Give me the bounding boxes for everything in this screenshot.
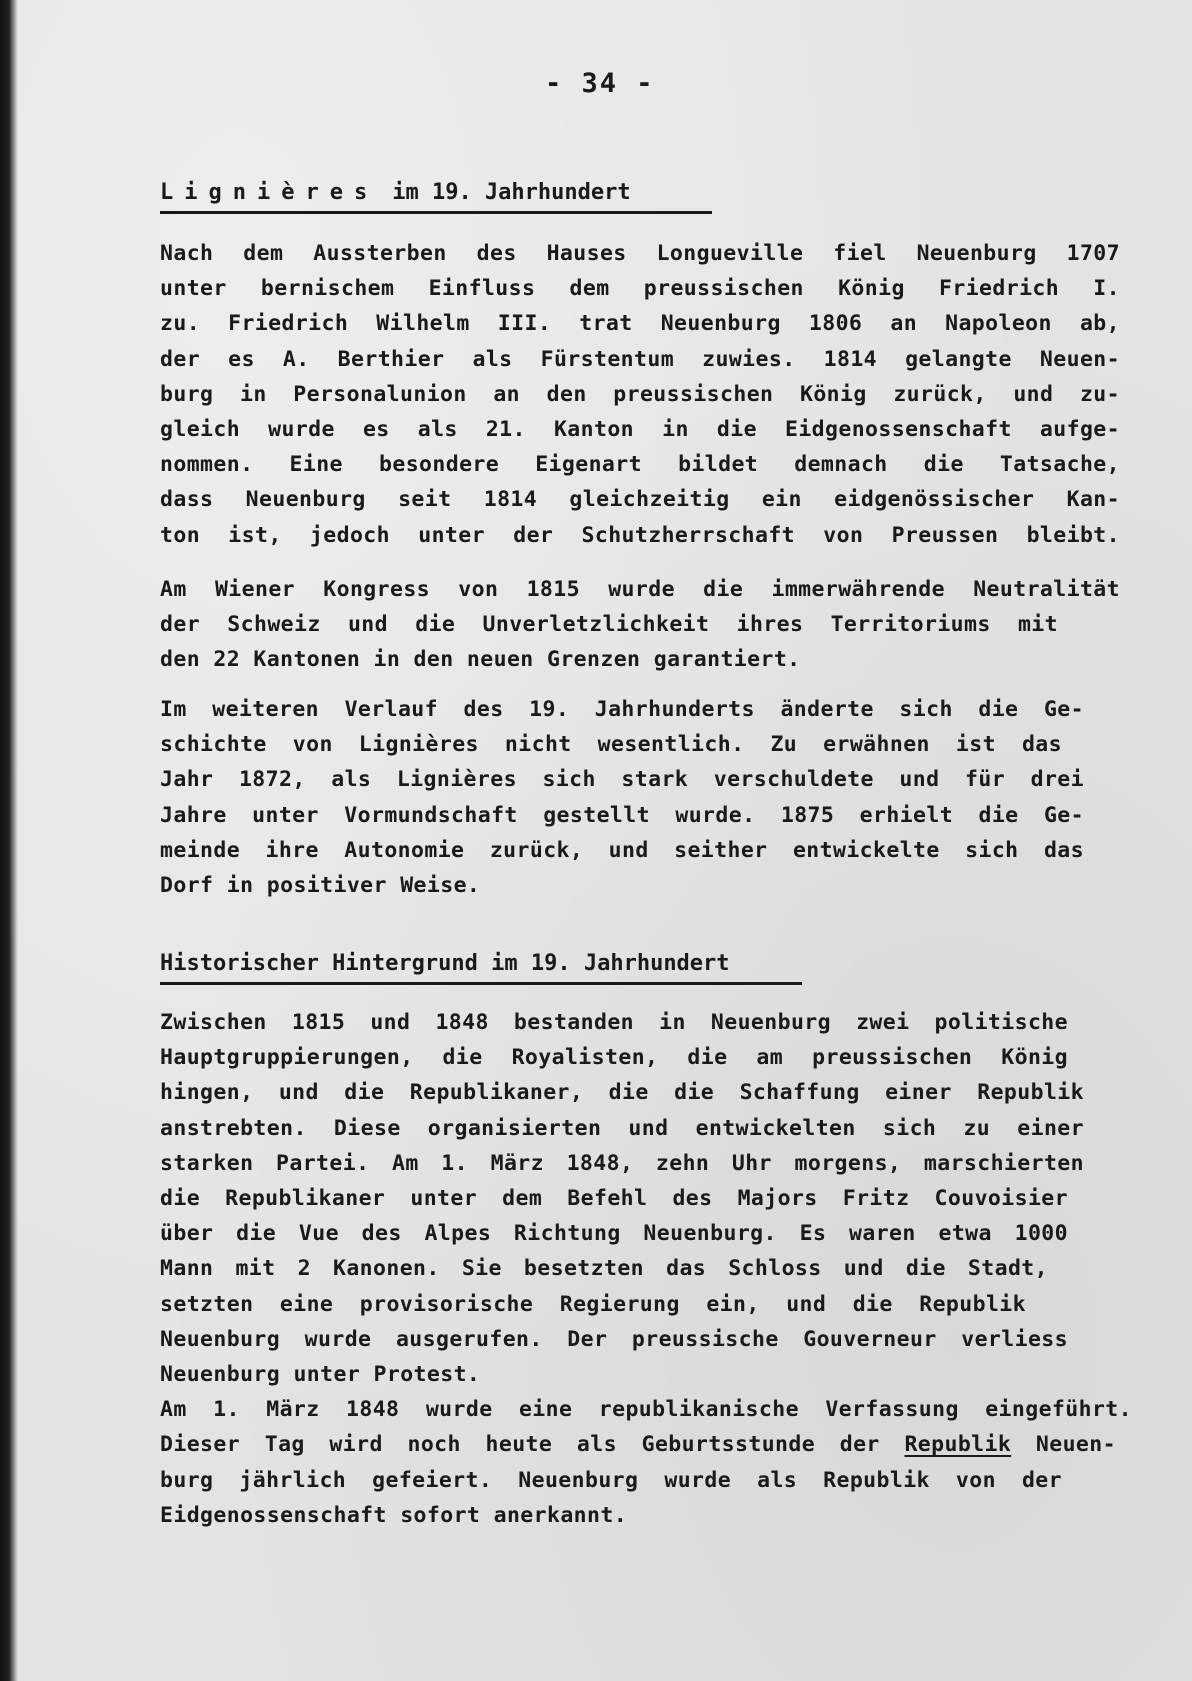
paragraph-historical-background <box>160 1005 1132 1533</box>
paragraph-neuenburg-history <box>160 236 1120 553</box>
underlined-word-republik: Republik <box>904 1432 1012 1458</box>
text-line: burg in Personalunion an den preussischen König zurück, und zu- <box>160 381 1120 407</box>
text-line: starken Partei. Am 1. März 1848, zehn Uhr morgens, marschierten <box>160 1150 1084 1176</box>
text-line: die Republikaner unter dem Befehl des Majors Fritz Couvoisier <box>160 1186 1068 1212</box>
text-line: Jahr 1872, als Lignières sich stark verschuldete und für drei <box>160 767 1084 793</box>
text-line: über die Vue des Alpes Richtung Neuenburg. Es waren etwa 1000 <box>160 1221 1068 1247</box>
text-line: meinde ihre Autonomie zurück, und seither entwickelte sich das <box>160 837 1084 863</box>
text-line: zu. Friedrich Wilhelm III. trat Neuenburg 1806 an Napoleon ab, <box>160 311 1120 337</box>
paragraph-19th-century-course <box>160 692 1120 903</box>
text-line: Hauptgruppierungen, die Royalisten, die am preussischen König <box>160 1045 1068 1071</box>
text-line: anstrebten. Diese organisierten und entwickelten sich zu einer <box>160 1115 1084 1141</box>
text-line: Eidgenossenschaft sofort anerkannt. <box>160 1502 628 1528</box>
text-line: Jahre unter Vormundschaft gestellt wurde. 1875 erhielt die Ge- <box>160 802 1084 828</box>
text-line <box>160 1427 1116 1462</box>
text-line: burg jährlich gefeiert. Neuenburg wurde als Republik von der <box>160 1467 1062 1493</box>
text-line: Am Wiener Kongress von 1815 wurde die immerwährende Neutralität <box>160 577 1120 602</box>
section-heading-historischer-hintergrund: Historischer Hintergrund im 19. Jahrhundert <box>160 951 802 985</box>
text-line: Dorf in positiver Weise. <box>160 873 481 899</box>
text-line: der Schweiz und die Unverletzlichkeit ihres Territoriums mit <box>160 612 1058 638</box>
text-line: Neuenburg wurde ausgerufen. Der preussische Gouverneur verliess <box>160 1326 1068 1352</box>
section-heading-lignieres <box>160 180 712 214</box>
text-line: nommen. Eine besondere Eigenart bildet demnach die Tatsache, <box>160 452 1120 478</box>
text-segment: Dieser Tag wird noch heute als Geburtsstunde der <box>160 1432 880 1458</box>
paragraph-wiener-kongress <box>160 572 1120 678</box>
text-line: unter bernischem Einfluss dem preussischen König Friedrich I. <box>160 276 1120 302</box>
text-line: Zwischen 1815 und 1848 bestanden in Neuenburg zwei politische <box>160 1010 1068 1035</box>
text-line: schichte von Lignières nicht wesentlich. Zu erwähnen ist das <box>160 732 1062 758</box>
text-line: der es A. Berthier als Fürstentum zuwies. 1814 gelangte Neuen- <box>160 346 1120 372</box>
scan-shadow-edge <box>0 0 18 1681</box>
text-line: hingen, und die Republikaner, die die Schaffung einer Republik <box>160 1080 1084 1106</box>
text-segment: Neuen- <box>1035 1432 1116 1458</box>
text-line: Nach dem Aussterben des Hauses Longueville fiel Neuenburg 1707 <box>160 241 1120 266</box>
text-line: den 22 Kantonen in den neuen Grenzen garantiert. <box>160 647 801 673</box>
text-line: Im weiteren Verlauf des 19. Jahrhunderts änderte sich die Ge- <box>160 697 1084 722</box>
text-line: Neuenburg unter Protest. <box>160 1362 481 1388</box>
text-line: Am 1. März 1848 wurde eine republikanische Verfassung eingeführt. <box>160 1397 1132 1423</box>
heading-spaced-word: Lignières <box>160 180 379 205</box>
text-line: setzten eine provisorische Regierung ein, und die Republik <box>160 1291 1026 1317</box>
page-number: - 34 - <box>545 68 655 99</box>
text-line: ton ist, jedoch unter der Schutzherrschaft von Preussen bleibt. <box>160 522 1120 548</box>
text-line: gleich wurde es als 21. Kanton in die Eidgenossenschaft aufge- <box>160 417 1120 443</box>
heading-rest: im 19. Jahrhundert <box>392 180 631 205</box>
text-line: Mann mit 2 Kanonen. Sie besetzten das Schloss und die Stadt, <box>160 1256 1048 1282</box>
text-line: dass Neuenburg seit 1814 gleichzeitig ein eidgenössischer Kan- <box>160 487 1120 513</box>
